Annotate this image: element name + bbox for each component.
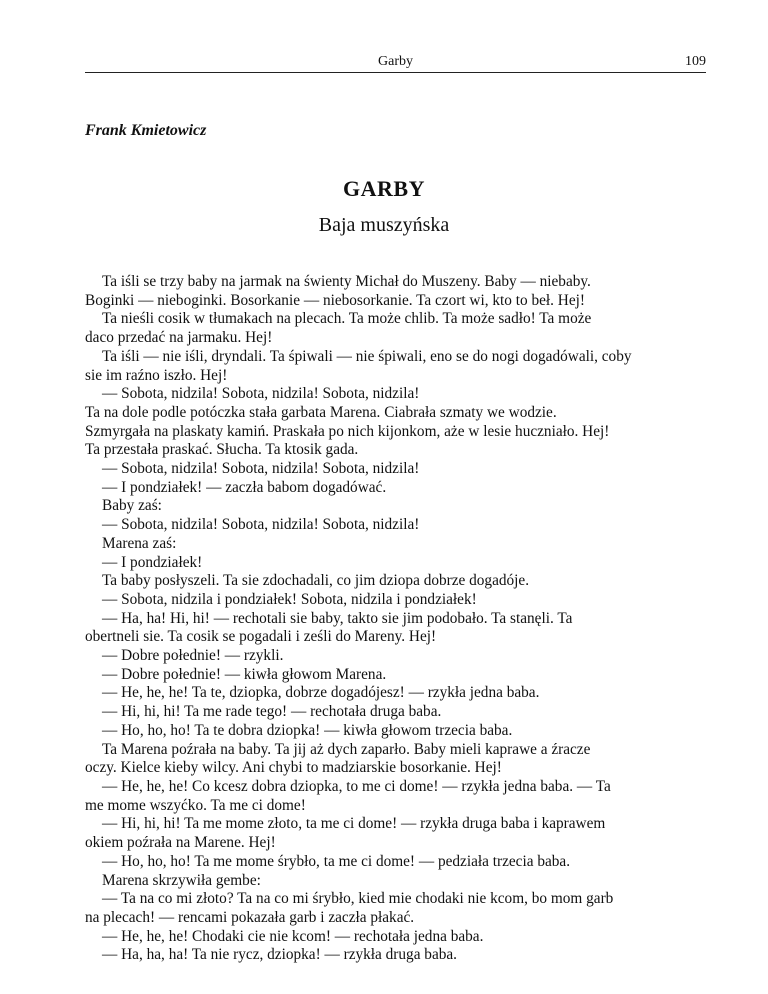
text-line: Ta nieśli cosik w tłumakach na plecach. Ta może chlib. Ta może sadło! Ta może — [102, 310, 592, 328]
text-line: sie im raźno iszło. Hej! — [85, 366, 228, 384]
text-line: okiem poźrała na Marene. Hej! — [85, 834, 276, 852]
text-line: Ta Marena poźrała na baby. Ta jij aż dych zaparło. Baby mieli kaprawe a źracze — [102, 740, 591, 758]
text-line: me mome wszyćko. Ta me ci dome! — [85, 796, 306, 814]
text-line: — I pondziałek! — [102, 553, 203, 571]
text-line: Boginki — nieboginki. Bosorkanie — niebosorkanie. Ta czort wi, kto to beł. Hej! — [85, 291, 585, 309]
text-line: — Sobota, nidzila! Sobota, nidzila! Sobota, nidzila! — [102, 460, 420, 478]
text-line: Ta iśli se trzy baby na jarmak na świenty Michał do Muszeny. Baby — niebaby. — [102, 273, 591, 290]
text-line: — Sobota, nidzila i pondziałek! Sobota, nidzila i pondziałek! — [102, 590, 477, 608]
text-line: — Ho, ho, ho! Ta te dobra dziopka! — kiwła głowom trzecia baba. — [102, 721, 513, 739]
text-line: — Ha, ha! Hi, hi! — rechotali sie baby, takto sie jim podobało. Ta stanęli. Ta — [102, 609, 573, 627]
story-subtitle: Baja muszyńska — [318, 214, 450, 236]
text-line: Ta iśli — nie iśli, dryndali. Ta śpiwali — nie śpiwali, eno se do nogi dogadówali, coby — [102, 347, 632, 365]
text-line: Baby zaś: — [102, 497, 162, 515]
text-line: oczy. Kielce kieby wilcy. Ani chybi to madziarskie bosorkanie. Hej! — [85, 759, 502, 777]
text-line: Marena zaś: — [102, 534, 177, 552]
text-line: na plecach! — rencami pokazała garb i zaczła płakać. — [85, 908, 415, 926]
text-line: — Hi, hi, hi! Ta me mome złoto, ta me ci dome! — rzykła druga baba i kaprawem — [102, 815, 606, 833]
text-line: — Ha, ha, ha! Ta nie rycz, dziopka! — rzykła druga baba. — [102, 946, 458, 964]
text-line: — Sobota, nidzila! Sobota, nidzila! Sobota, nidzila! — [102, 385, 420, 403]
running-title: Garby — [378, 54, 413, 69]
text-line: Marena skrzywiła gembe: — [102, 871, 261, 889]
text-line: obertneli sie. Ta cosik se pogadali i ześli do Mareny. Hej! — [85, 628, 437, 646]
text-line: — Sobota, nidzila! Sobota, nidzila! Sobota, nidzila! — [102, 516, 420, 534]
text-line: — He, he, he! Ta te, dziopka, dobrze dogadójesz! — rzykła jedna baba. — [102, 684, 540, 702]
text-line: Ta baby posłyszeli. Ta sie zdochadali, co jim dziopa dobrze dogadóje. — [102, 572, 530, 590]
running-header — [85, 50, 706, 73]
text-line: Ta przestała praskać. Słucha. Ta ktosik gada. — [85, 441, 359, 459]
text-line: Szmyrgała na plaskaty kamiń. Praskała po nich kijonkom, aże w lesie huczniało. Hej! — [85, 422, 610, 440]
text-line: — He, he, he! Chodaki cie nie kcom! — rechotała jedna baba. — [102, 927, 484, 945]
story-title: GARBY — [343, 176, 425, 201]
text-line: — Dobre połednie! — kiwła głowom Marena. — [102, 665, 387, 683]
text-line: — He, he, he! Co kcesz dobra dziopka, to me ci dome! — rzykła jedna baba. — Ta — [102, 777, 611, 795]
text-line: — Dobre połednie! — rzykli. — [102, 647, 284, 665]
page-number: 109 — [685, 54, 706, 69]
text-line: — Hi, hi, hi! Ta me rade tego! — rechotała druga baba. — [102, 703, 442, 721]
text-line: — I pondziałek! — zaczła babom dogadówać. — [102, 478, 387, 496]
text-line: daco przedać na jarmaku. Hej! — [85, 329, 273, 347]
text-line: Ta na dole podle potóczka stała garbata Marena. Ciabrała szmaty we wodzie. — [85, 403, 557, 421]
author-name: Frank Kmietowicz — [85, 122, 207, 139]
story-body — [85, 273, 708, 965]
text-line: — Ta na co mi złoto? Ta na co mi śrybło, kied mie chodaki nie kcom, bo mom garb — [102, 890, 614, 908]
text-line: — Ho, ho, ho! Ta me mome śrybło, ta me ci dome! — pedziała trzecia baba. — [102, 852, 571, 870]
